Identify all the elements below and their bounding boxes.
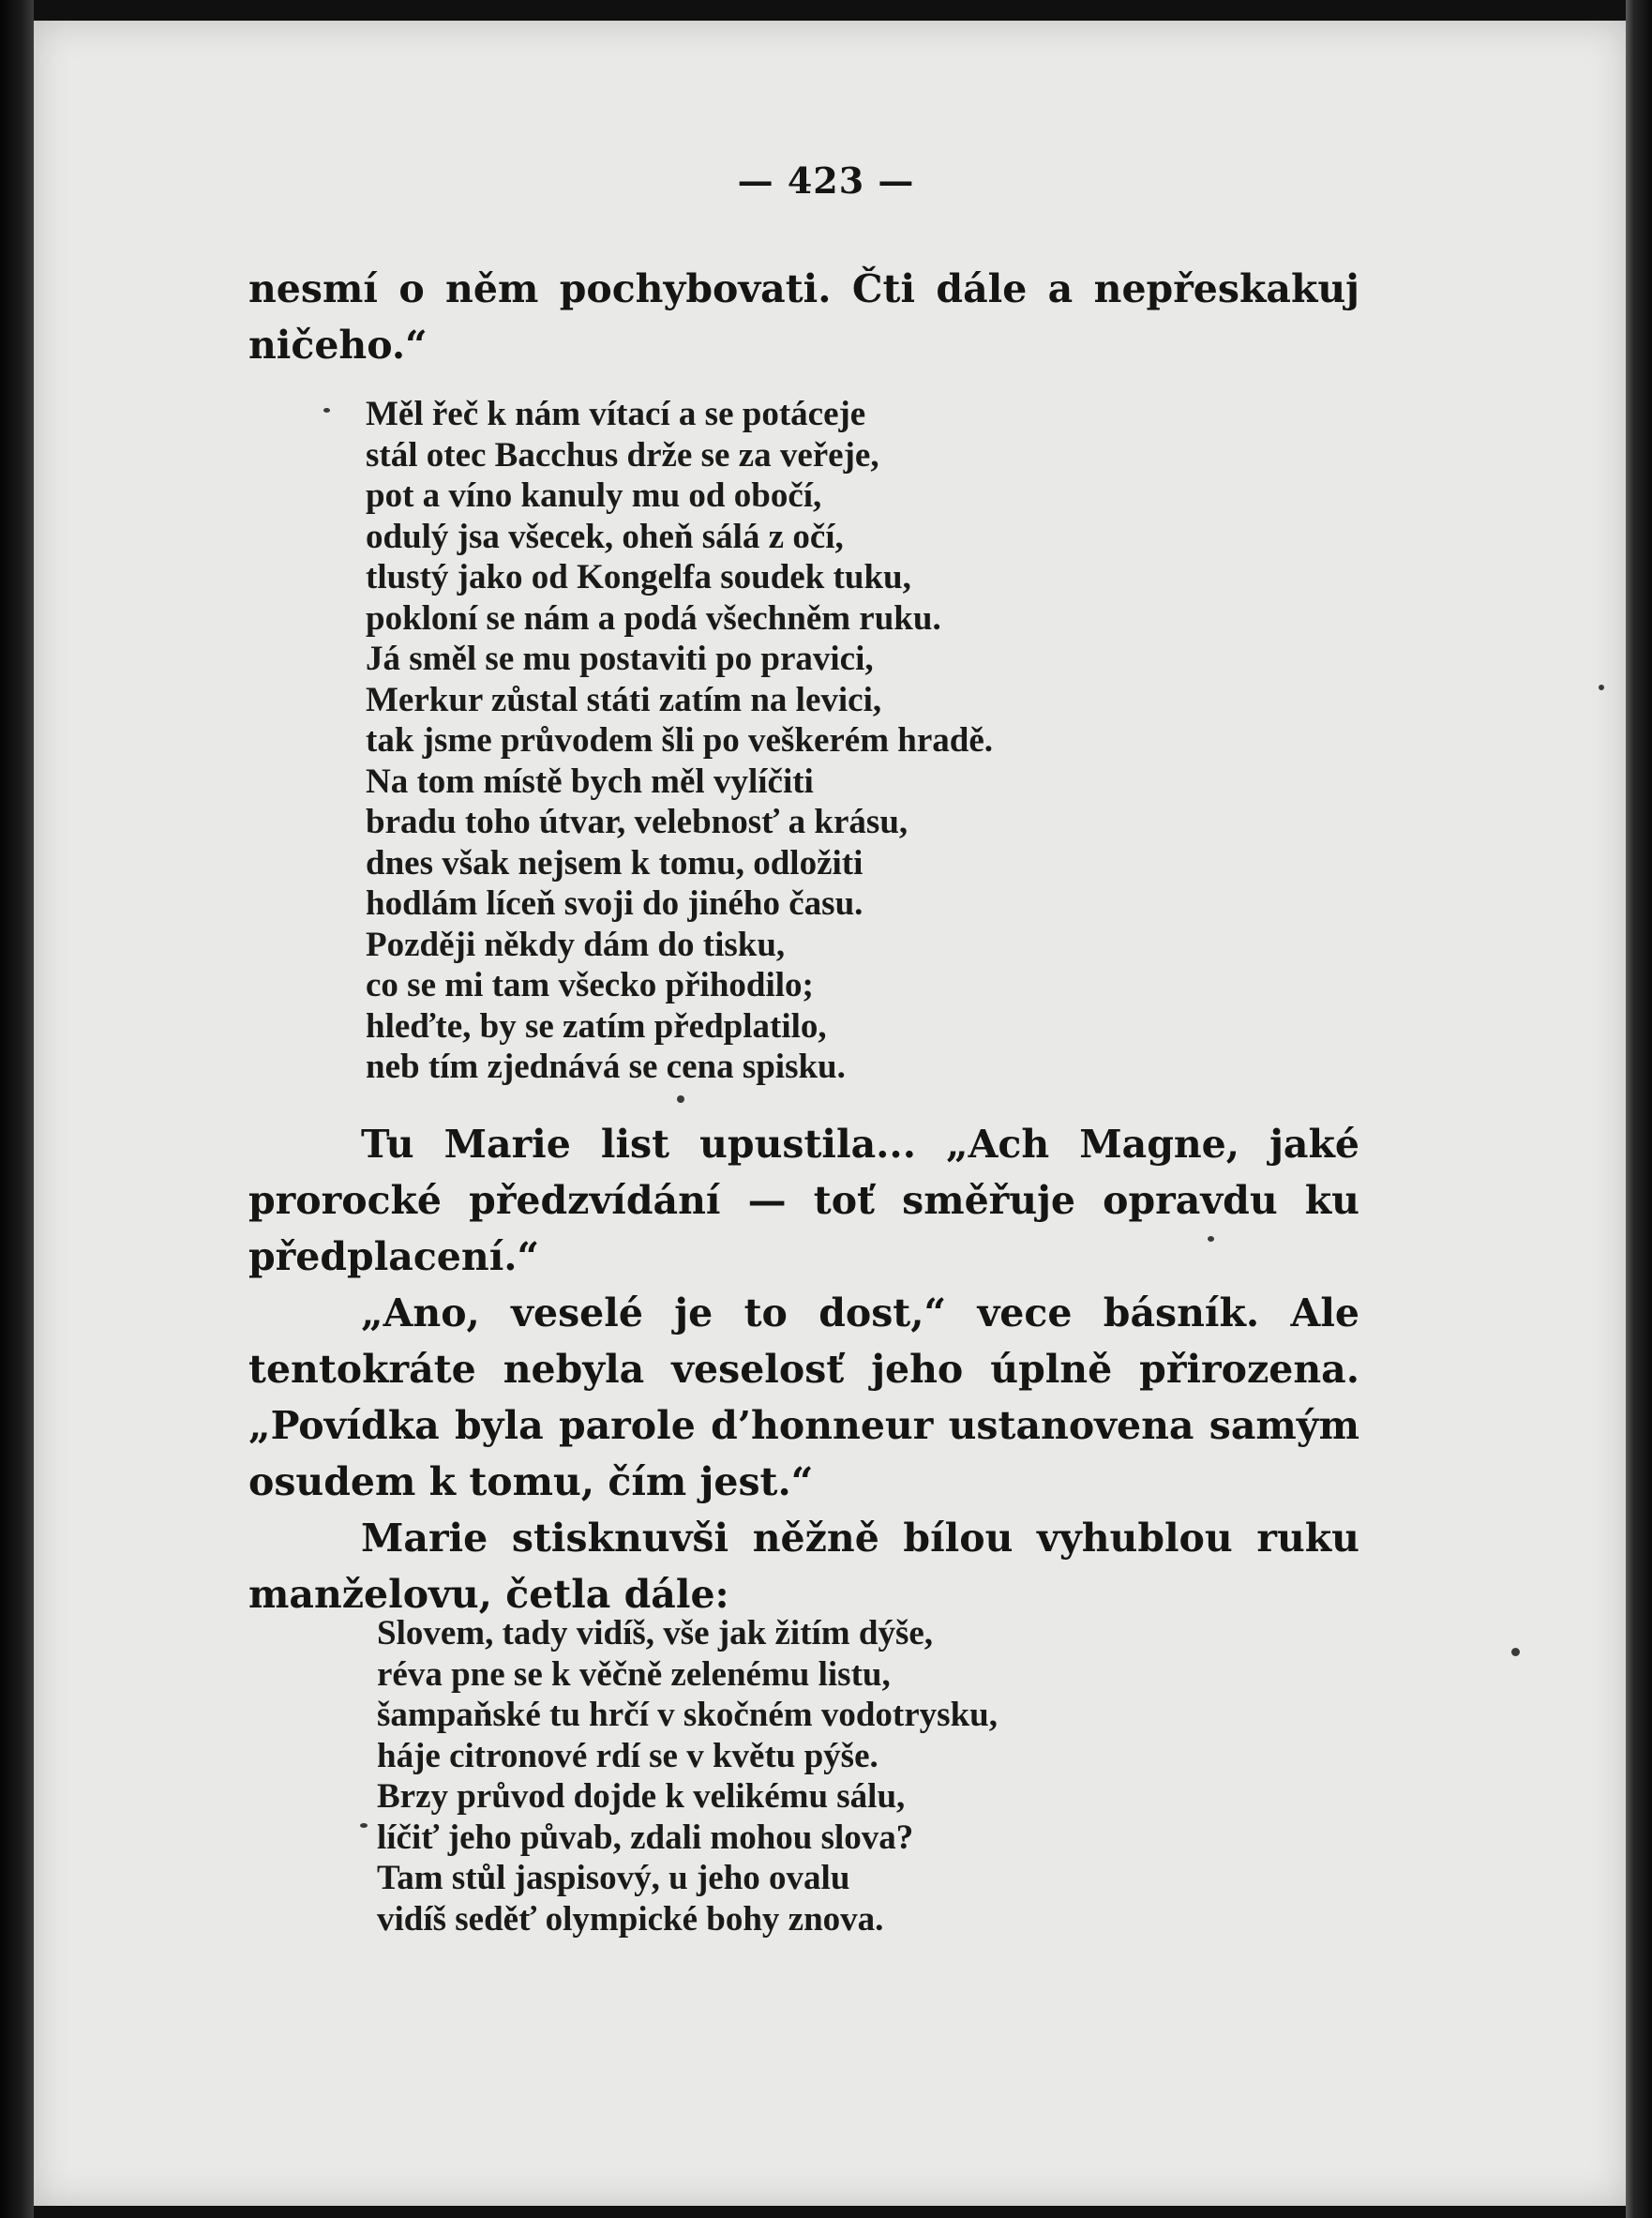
verse-line: Slovem, tady vidíš, vše jak žitím dýše, [377, 1614, 934, 1652]
verse-line: neb tím zjednává se cena spisku. [366, 1048, 846, 1086]
print-speck [1208, 1236, 1214, 1242]
prose-block-2 [248, 1116, 1359, 1622]
verse-line: Já směl se mu postaviti po pravici, [366, 640, 874, 678]
verse-line: Merkur zůstal státi zatím na levici, [366, 680, 882, 719]
verse-line: bradu toho útvar, velebnosť a krásu, [366, 803, 909, 841]
verse-line: réva pne se k věčně zelenému listu, [377, 1654, 891, 1694]
verse-line: stál otec Bacchus drže se za veřeje, [366, 435, 879, 475]
verse-line: Na tom místě bych měl vylíčiti [366, 762, 814, 801]
verse-line: tak jsme průvodem šli po veškerém hradě. [366, 721, 994, 760]
verse-line: tlustý jako od Kongelfa soudek tuku, [366, 558, 911, 596]
verse-line: hodlám líceň svoji do jiného času. [366, 884, 864, 923]
verse-block-2 [377, 1613, 998, 1939]
verse-line: Později někdy dám do tisku, [366, 925, 786, 964]
page-number: — 423 — [737, 159, 915, 202]
print-speck [1599, 685, 1604, 690]
verse-line: vidíš seděť olympické bohy znova. [377, 1899, 884, 1939]
verse-line: dnes však nejsem k tomu, odložiti [366, 843, 864, 883]
verse-line: Měl řeč k nám vítací a se potáceje [366, 395, 866, 433]
verse-line: pokloní se nám a podá všechněm ruku. [366, 598, 941, 638]
print-speck [360, 1823, 368, 1828]
print-speck [677, 1095, 684, 1103]
prose-block-1 [248, 261, 1359, 373]
paragraph: nesmí o něm pochybovati. Čti dále a nepřeskakuj ničeho.“ [248, 266, 1359, 368]
verse-line: odulý jsa všecek, oheň sálá z očí, [366, 517, 844, 556]
verse-line: šampaňské tu hrčí v skočném vodotrysku, [377, 1696, 998, 1734]
paragraph: „Ano, veselé je to dost,“ vece básník. Ale tentokráte nebyla veselosť jeho úplně přirozena. „Povídka byla parole d’honneur ustanovena samým osudem k tomu, čím jest.“ [248, 1290, 1359, 1504]
verse-block-1 [366, 394, 993, 1088]
verse-line: háje citronové rdí se v květu pýše. [377, 1736, 879, 1775]
left-page-edge [0, 0, 34, 2218]
paragraph: Tu Marie list upustila... „Ach Magne, jaké prorocké předzvídání — toť směřuje opravdu ku předplacení.“ [248, 1122, 1359, 1279]
verse-line: líčiť jeho půvab, zdali mohou slova? [377, 1818, 914, 1857]
print-speck [323, 408, 330, 413]
verse-line: co se mi tam všecko přihodilo; [366, 966, 814, 1004]
verse-line: Tam stůl jaspisový, u jeho ovalu [377, 1859, 850, 1897]
verse-line: pot a víno kanuly mu od obočí, [366, 476, 822, 515]
print-speck [1511, 1648, 1520, 1656]
verse-line: Brzy průvod dojde k velikému sálu, [377, 1777, 906, 1816]
verse-line: hleďte, by se zatím předplatilo, [366, 1006, 827, 1046]
right-page-edge [1626, 0, 1652, 2218]
paragraph: Marie stisknuvši něžně bílou vyhublou ruku manželovu, četla dále: [248, 1516, 1359, 1617]
